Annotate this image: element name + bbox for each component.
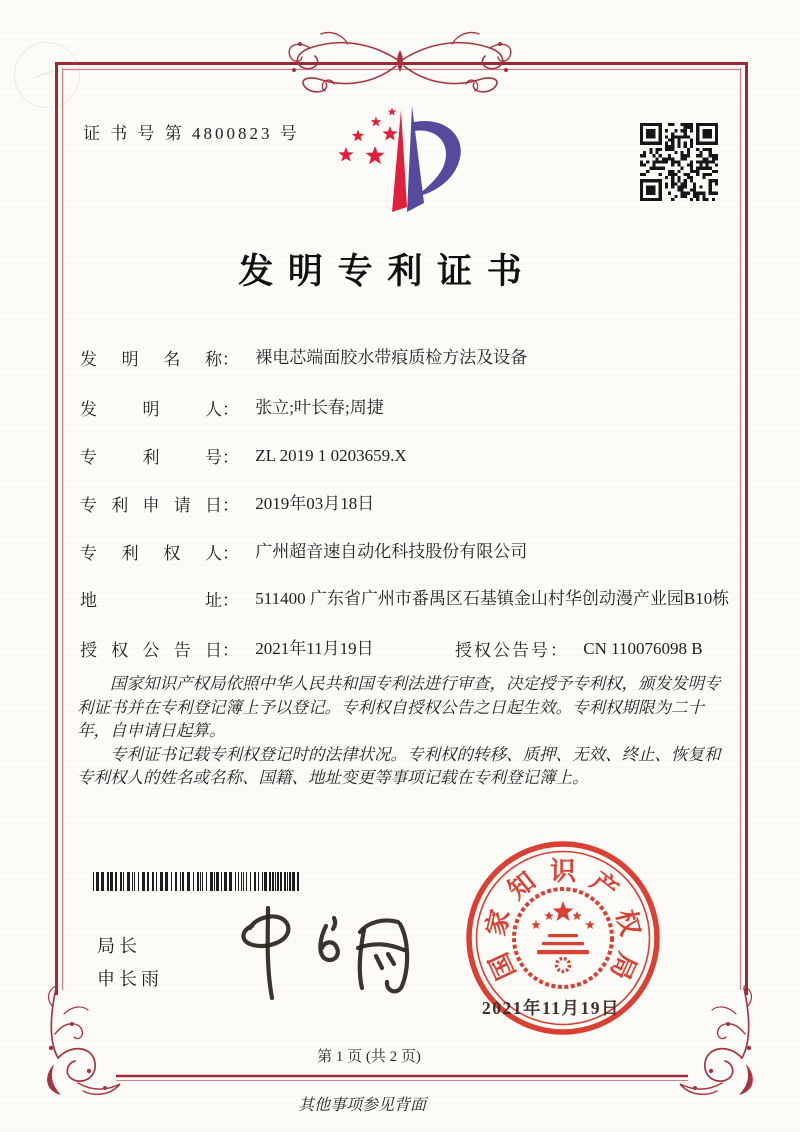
legal-paragraph-2: 专利证书记载专利权登记时的法律状况。专利权的转移、质押、无效、终止、恢复和专利权人的姓名或名称、国籍、地址变更等事项记载在专利登记簿上。 <box>77 744 721 788</box>
field-label: 专利权人 <box>80 544 222 563</box>
svg-text:知: 知 <box>502 866 541 906</box>
director-name: 申长雨 <box>97 969 163 989</box>
svg-text:识: 识 <box>549 857 577 886</box>
director-signature-icon <box>222 898 432 1003</box>
label-colon <box>222 586 239 611</box>
label-colon <box>222 395 239 420</box>
field-row-grant <box>80 636 740 662</box>
label-colon <box>550 636 567 661</box>
field-label: 专利号 <box>80 448 222 467</box>
qr-code-icon <box>640 123 718 201</box>
label-colon <box>222 491 239 516</box>
certificate-number: 证 书 号 第 4800823 号 <box>83 124 300 143</box>
field-value: 511400 广东省广州市番禺区石基镇金山村华创动漫产业园B10栋 <box>255 589 730 608</box>
field-value: 张立;叶长春;周捷 <box>255 398 384 417</box>
national-emblem <box>514 889 612 987</box>
field-value: 广州超音速自动化科技股份有限公司 <box>255 542 528 561</box>
legal-body-text <box>77 672 729 790</box>
field-row-filing-date <box>80 491 740 517</box>
field-label: 专利申请日 <box>80 496 222 515</box>
field-label: 地址 <box>80 591 222 610</box>
field-value: 2019年03月18日 <box>255 494 375 513</box>
field-row-inventors <box>80 395 740 421</box>
field-label: 授权公告日 <box>80 641 222 660</box>
certificate-title: 发明专利证书 <box>238 252 537 291</box>
bottom-left-ornament <box>47 986 120 1095</box>
field-row-address <box>80 586 740 612</box>
field-value: 裸电芯端面胶水带痕质检方法及设备 <box>255 348 528 367</box>
svg-text:权: 权 <box>610 906 645 939</box>
field-row-invention-name <box>80 345 740 371</box>
seal-date: 2021年11月19日 <box>482 998 621 1018</box>
grant-number-value: CN 110076098 B <box>583 639 703 658</box>
director-block <box>97 930 163 996</box>
back-side-note: 其他事项参见背面 <box>297 1097 426 1114</box>
page-number-footer: 第 1 页 (共 2 页) <box>317 1049 421 1065</box>
svg-text:国: 国 <box>484 948 522 985</box>
grant-date-value: 2021年11月19日 <box>255 639 374 658</box>
legal-paragraph-1: 国家知识产权局依照中华人民共和国专利法进行审查，决定授予专利权，颁发发明专利证书并在专利登记簿上予以登记。专利权自授权公告之日起生效。专利权期限为二十年，自申请日起算。 <box>77 674 721 741</box>
field-label: 发明名称 <box>80 350 222 369</box>
field-label: 发明人 <box>80 400 222 419</box>
barcode-icon <box>93 872 301 891</box>
field-value: ZL 2019 1 0203659.X <box>255 446 407 465</box>
seal-ring-text <box>481 857 645 984</box>
field-row-patentee <box>80 539 740 565</box>
svg-text:局: 局 <box>604 948 642 985</box>
svg-text:产: 产 <box>585 866 624 906</box>
label-colon <box>222 636 239 661</box>
svg-text:家: 家 <box>481 906 516 939</box>
label-colon <box>222 443 239 468</box>
field-row-patent-number <box>80 443 740 469</box>
label-colon <box>222 539 239 564</box>
director-title: 局长 <box>97 936 141 956</box>
field-label: 授权公告号 <box>455 641 550 660</box>
label-colon <box>222 345 239 370</box>
bottom-right-ornament <box>680 986 753 1095</box>
grant-number-pair <box>455 636 703 662</box>
cnipa-logo-icon <box>330 100 470 220</box>
